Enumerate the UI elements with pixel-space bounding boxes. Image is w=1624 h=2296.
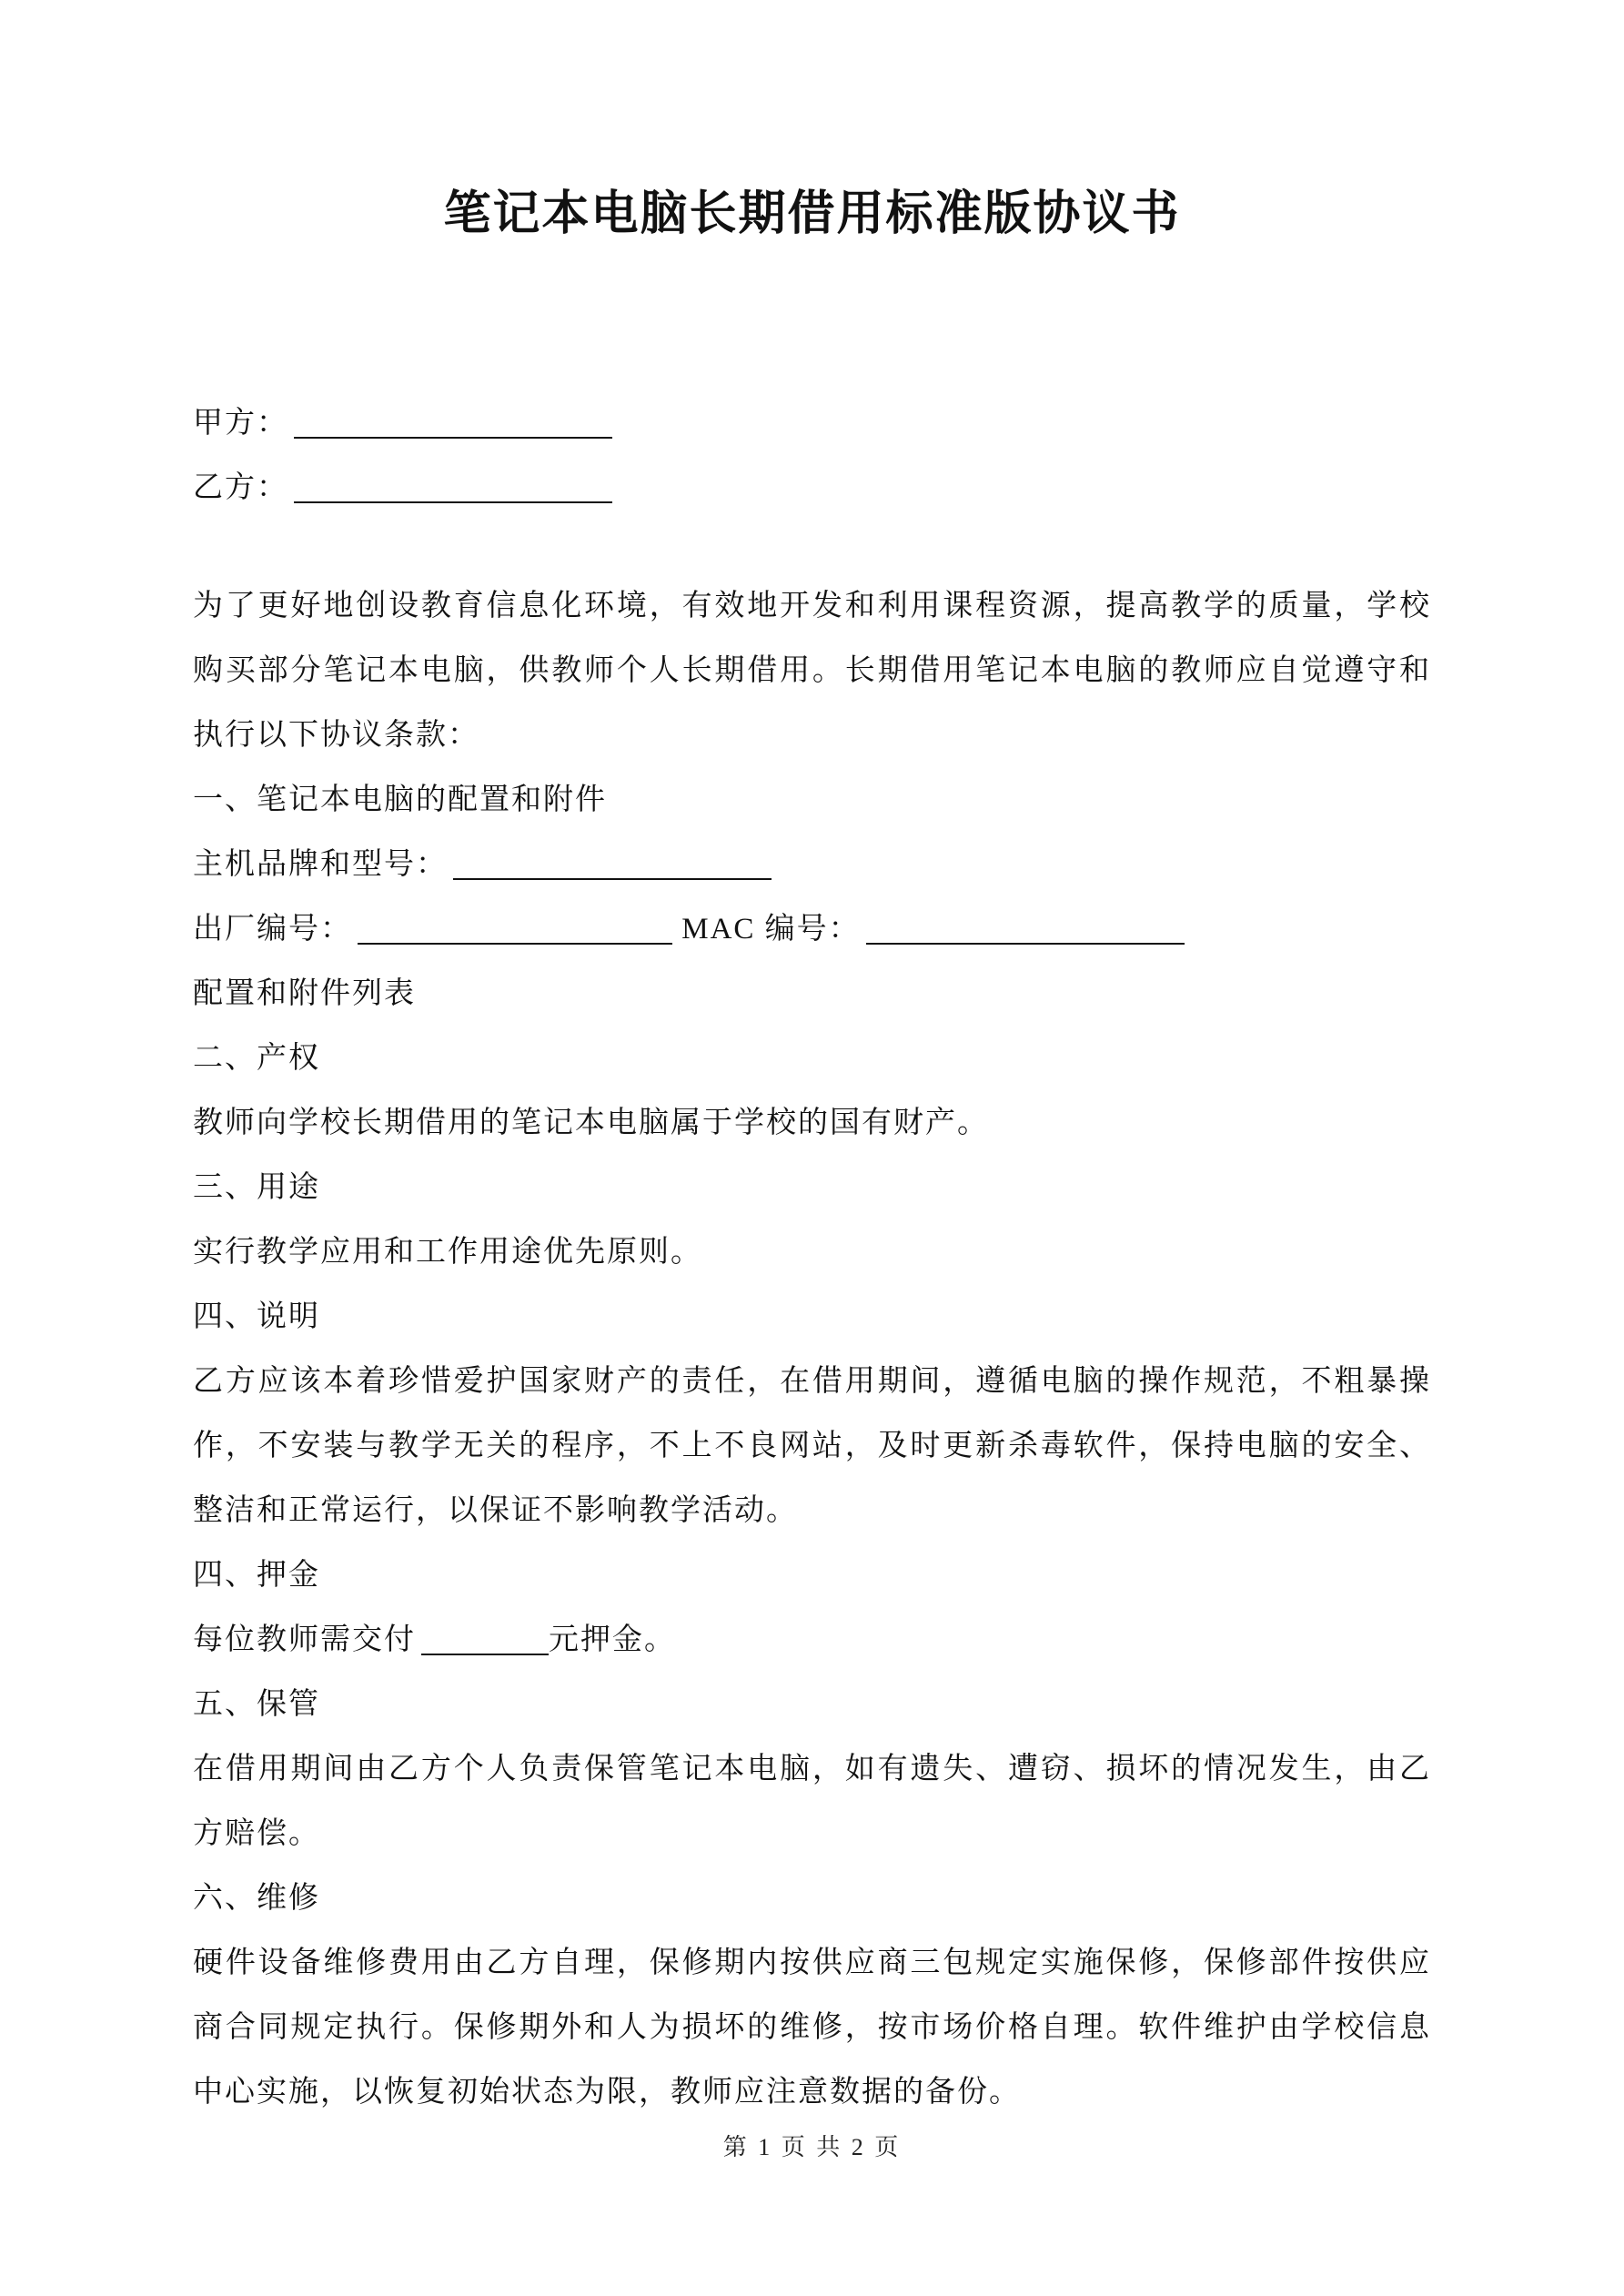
paragraph bbox=[193, 1673, 1431, 1737]
paragraph-text: 二、产权 bbox=[193, 1042, 320, 1075]
paragraph bbox=[193, 1027, 1431, 1091]
paragraph-text: 甲方： bbox=[193, 407, 288, 440]
party-b-line bbox=[193, 456, 1431, 521]
paragraph-text: 乙方： bbox=[193, 471, 288, 504]
paragraph-text: 为了更好地创设教育信息化环境，有效地开发和利用课程资源，提高教学的质量，学校购买部分笔记本电脑，供教师个人长期借用。长期借用笔记本电脑的教师应自觉遵守和执行以下协议条款： bbox=[193, 590, 1431, 752]
paragraph bbox=[193, 768, 1431, 833]
paragraph-text: 乙方应该本着珍惜爱护国家财产的责任，在借用期间，遵循电脑的操作规范，不粗暴操作，不安装与教学无关的程序，不上不良网站，及时更新杀毒软件，保持电脑的安全、整洁和正常运行，以保证不影响教学活动。 bbox=[193, 1365, 1431, 1527]
paragraph-text: 四、押金 bbox=[193, 1559, 320, 1592]
party-a-line bbox=[193, 391, 1431, 456]
paragraph bbox=[193, 1608, 1431, 1673]
blank-fill-line bbox=[866, 934, 1185, 945]
paragraph-text: 元押金。 bbox=[549, 1623, 676, 1656]
paragraph bbox=[193, 1285, 1431, 1350]
paragraph-text: 实行教学应用和工作用途优先原则。 bbox=[193, 1236, 702, 1269]
blank-fill-line bbox=[421, 1644, 549, 1655]
paragraph bbox=[193, 574, 1431, 768]
paragraph-text: 一、笔记本电脑的配置和附件 bbox=[193, 784, 607, 816]
blank-fill-line bbox=[294, 428, 612, 439]
paragraph bbox=[193, 1931, 1431, 2125]
paragraph-text: 三、用途 bbox=[193, 1171, 320, 1204]
document-title: 笔记本电脑长期借用标准版协议书 bbox=[443, 187, 1181, 241]
paragraph bbox=[193, 1091, 1431, 1156]
paragraph bbox=[193, 1543, 1431, 1608]
paragraph-text: 主机品牌和型号： bbox=[193, 848, 448, 881]
paragraph-text: 六、维修 bbox=[193, 1882, 320, 1915]
paragraph bbox=[193, 1350, 1431, 1543]
paragraph bbox=[193, 833, 1431, 897]
paragraph-text: 教师向学校长期借用的笔记本电脑属于学校的国有财产。 bbox=[193, 1107, 989, 1139]
blank-fill-line bbox=[358, 934, 672, 945]
party-section bbox=[193, 391, 1431, 521]
paragraph bbox=[193, 1156, 1431, 1220]
paragraph-text: 四、说明 bbox=[193, 1300, 320, 1333]
paragraph-text: 硬件设备维修费用由乙方自理，保修期内按供应商三包规定实施保修，保修部件按供应商合同规定执行。保修期外和人为损坏的维修，按市场价格自理。软件维护由学校信息中心实施，以恢复初始状态为限，教师应注意数据的备份。 bbox=[193, 1947, 1431, 2109]
paragraph bbox=[193, 962, 1431, 1027]
page-number-footer: 第 1 页 共 2 页 bbox=[722, 2134, 902, 2160]
paragraph bbox=[193, 1220, 1431, 1285]
paragraph-text: 每位教师需交付 bbox=[193, 1623, 416, 1656]
paragraph-text: 配置和附件列表 bbox=[193, 977, 416, 1010]
paragraph-text: 在借用期间由乙方个人负责保管笔记本电脑，如有遗失、遭窃、损坏的情况发生，由乙方赔偿。 bbox=[193, 1753, 1431, 1850]
paragraph-text: MAC 编号： bbox=[672, 913, 861, 946]
paragraph bbox=[193, 1737, 1431, 1866]
paragraph-text: 五、保管 bbox=[193, 1688, 320, 1721]
body-paragraphs bbox=[193, 574, 1431, 2125]
blank-fill-line bbox=[453, 869, 772, 880]
paragraph-text: 出厂编号： bbox=[193, 913, 352, 946]
paragraph bbox=[193, 897, 1431, 962]
blank-fill-line bbox=[294, 492, 612, 503]
paragraph bbox=[193, 1866, 1431, 1931]
